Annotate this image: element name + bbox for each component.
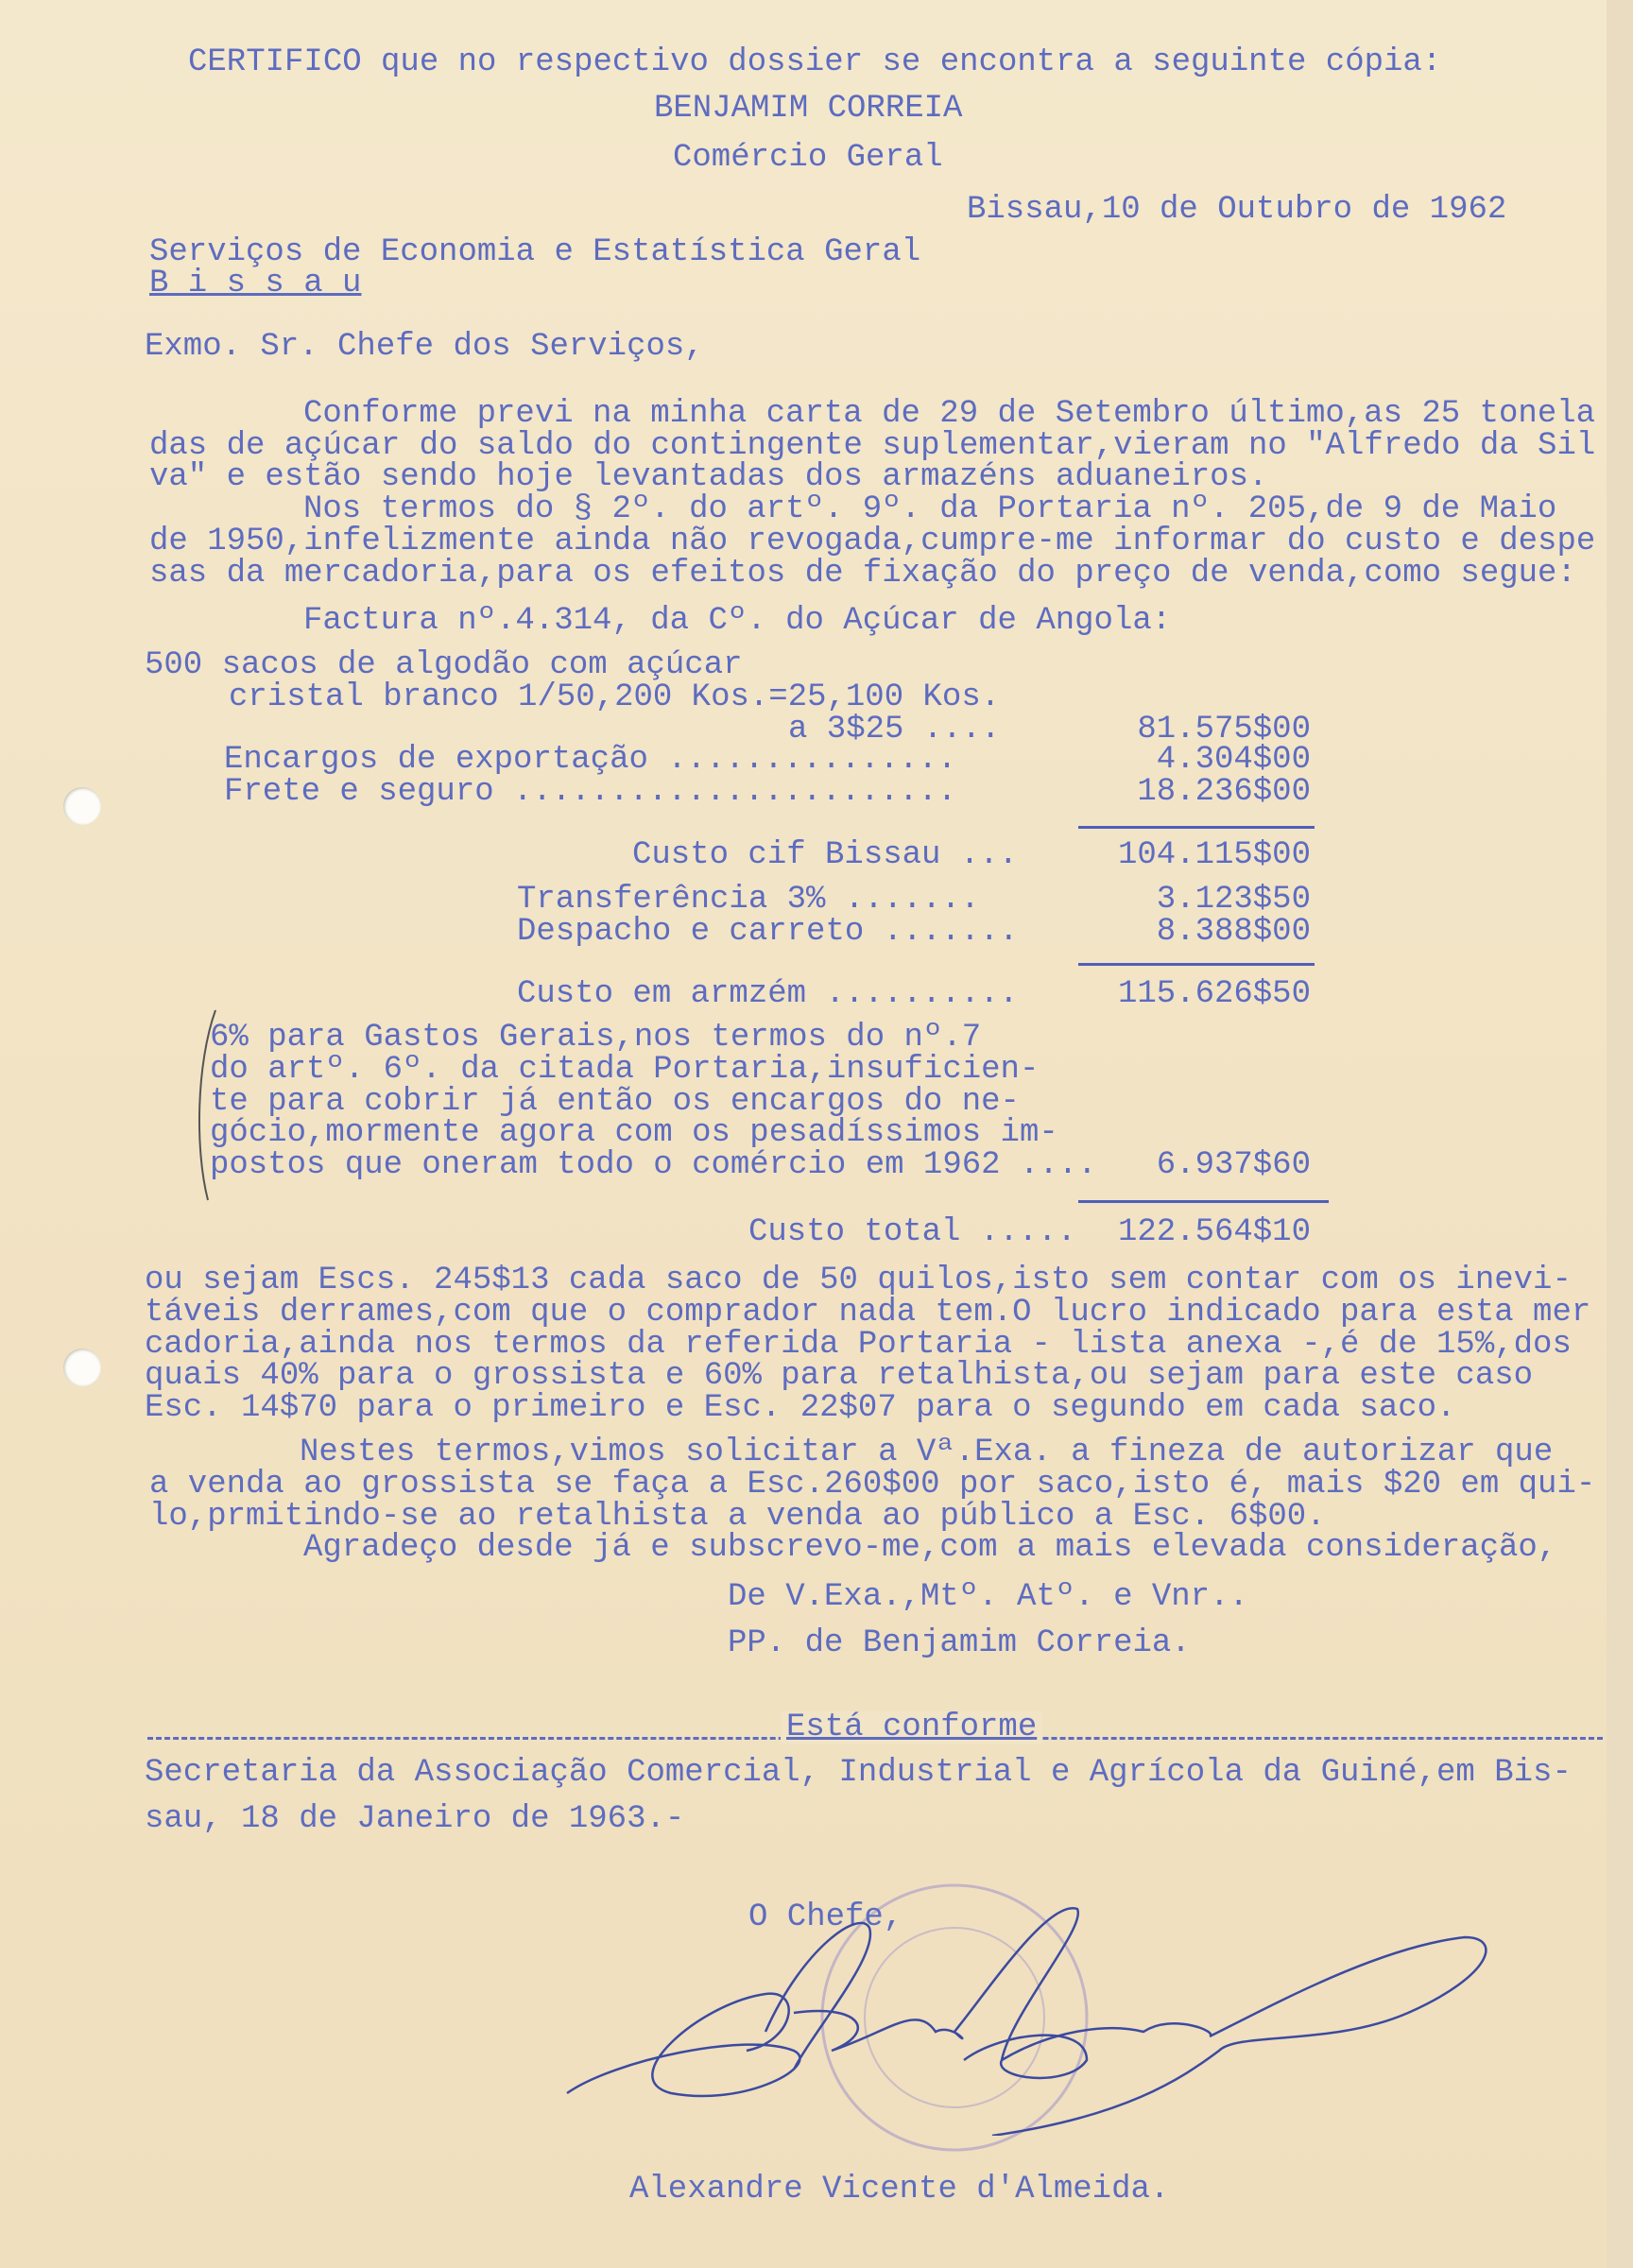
addressee-department: Serviços de Economia e Estatística Geral	[149, 234, 921, 270]
signatory-title: O Chefe,	[748, 1899, 903, 1935]
general-costs-line: do artº. 6º. da citada Portaria,insuficien-	[210, 1052, 1040, 1088]
export-amount: 4.304$00	[1156, 742, 1311, 778]
general-costs-amount: 6.937$60	[1156, 1147, 1311, 1183]
item-price: a 3$25 ....	[788, 712, 1001, 747]
letter-date: Bissau,10 de Outubro de 1962	[967, 192, 1507, 228]
total-amount: 122.564$10	[1117, 1214, 1311, 1250]
punch-hole	[63, 1349, 101, 1386]
sum-rule	[1078, 826, 1315, 829]
total-label: Custo total .....	[748, 1214, 1076, 1250]
general-costs-line: te para cobrir já então os encargos do ne-	[210, 1084, 1020, 1120]
salutation: Exmo. Sr. Chefe dos Serviços,	[145, 329, 704, 365]
thanks-line: Agradeço desde já e subscrevo-me,com a mais elevada consideração,	[303, 1530, 1557, 1566]
general-costs-line: postos que oneram todo o comércio em 1962 ....	[210, 1147, 1097, 1183]
paragraph-line: Esc. 14$70 para o primeiro e Esc. 22$07 para o segundo em cada saco.	[145, 1390, 1456, 1426]
dispatch-amount: 8.388$00	[1156, 914, 1311, 950]
paragraph-line: va" e estão sendo hoje levantadas dos armazéns aduaneiros.	[149, 459, 1268, 495]
warehouse-amount: 115.626$50	[1117, 976, 1311, 1012]
warehouse-label: Custo em armzém ..........	[517, 976, 1019, 1012]
freight-label: Frete e seguro .......................	[224, 774, 957, 810]
freight-amount: 18.236$00	[1137, 774, 1311, 810]
paragraph-line: de 1950,infelizmente ainda não revogada,cumpre-me informar do custo e despe	[149, 524, 1596, 559]
regards-line: De V.Exa.,Mtº. Atº. e Vnr..	[728, 1579, 1248, 1615]
paragraph-line: Nestes termos,vimos solicitar a Vª.Exa. a fineza de autorizar que	[300, 1435, 1554, 1470]
cif-amount: 104.115$00	[1117, 837, 1311, 873]
paragraph-line: cadoria,ainda nos termos da referida Portaria - lista anexa -,é de 15%,dos	[145, 1327, 1572, 1363]
page-edge	[1607, 0, 1633, 2268]
paragraph-line: das de açúcar do saldo do contingente suplementar,vieram no "Alfredo da Sil	[149, 428, 1596, 464]
company-name: BENJAMIM CORREIA	[654, 91, 963, 127]
item-description: cristal branco 1/50,200 Kos.=25,100 Kos.	[229, 679, 1001, 715]
paragraph-line: quais 40% para o grossista e 60% para retalhista,ou sejam para este caso	[145, 1358, 1534, 1394]
sum-rule	[1078, 1200, 1329, 1203]
general-costs-line: 6% para Gastos Gerais,nos termos do nº.7	[210, 1020, 982, 1056]
certification-line: sau, 18 de Janeiro de 1963.-	[145, 1801, 685, 1837]
certification-intro: CERTIFICO que no respectivo dossier se encontra a seguinte cópia:	[188, 44, 1442, 80]
certification-line: Secretaria da Associação Comercial, Industrial e Agrícola da Guiné,em Bis-	[145, 1755, 1572, 1791]
handwritten-signature	[558, 1890, 1503, 2136]
company-business: Comércio Geral	[673, 140, 943, 176]
item-description: 500 sacos de algodão com açúcar	[145, 647, 743, 683]
paragraph-line: lo,prmitindo-se ao retalhista a venda ao público a Esc. 6$00.	[149, 1499, 1326, 1535]
paragraph-line: sas da mercadoria,para os efeitos de fixação do preço de venda,como segue:	[149, 556, 1576, 592]
item-amount: 81.575$00	[1137, 712, 1311, 747]
export-label: Encargos de exportação ...............	[224, 742, 957, 778]
invoice-reference: Factura nº.4.314, da Cº. do Açúcar de Angola:	[303, 603, 1172, 639]
sum-rule	[1078, 963, 1315, 966]
general-costs-line: gócio,mormente agora com os pesadíssimos im-	[210, 1115, 1058, 1151]
sender-signature-line: PP. de Benjamim Correia.	[728, 1625, 1191, 1661]
transfer-amount: 3.123$50	[1156, 882, 1311, 918]
cif-label: Custo cif Bissau ...	[632, 837, 1019, 873]
addressee-city: B i s s a u	[149, 266, 362, 301]
dispatch-label: Despacho e carreto .......	[517, 914, 1019, 950]
paragraph-line: táveis derrames,com que o comprador nada tem.O lucro indicado para esta mer	[145, 1295, 1591, 1331]
transfer-label: Transferência 3% .......	[517, 882, 980, 918]
punch-hole	[63, 787, 101, 825]
paragraph-line: Nos termos do § 2º. do artº. 9º. da Portaria nº. 205,de 9 de Maio	[303, 491, 1557, 527]
conformity-heading: Está conforme	[781, 1711, 1042, 1744]
paragraph-line: a venda ao grossista se faça a Esc.260$00 por saco,isto é, mais $20 em qui-	[149, 1467, 1596, 1503]
signatory-name: Alexandre Vicente d'Almeida.	[629, 2172, 1170, 2208]
paragraph-line: Conforme previ na minha carta de 29 de Setembro último,as 25 tonela	[303, 396, 1596, 432]
paragraph-line: ou sejam Escs. 245$13 cada saco de 50 quilos,isto sem contar com os inevi-	[145, 1263, 1572, 1298]
